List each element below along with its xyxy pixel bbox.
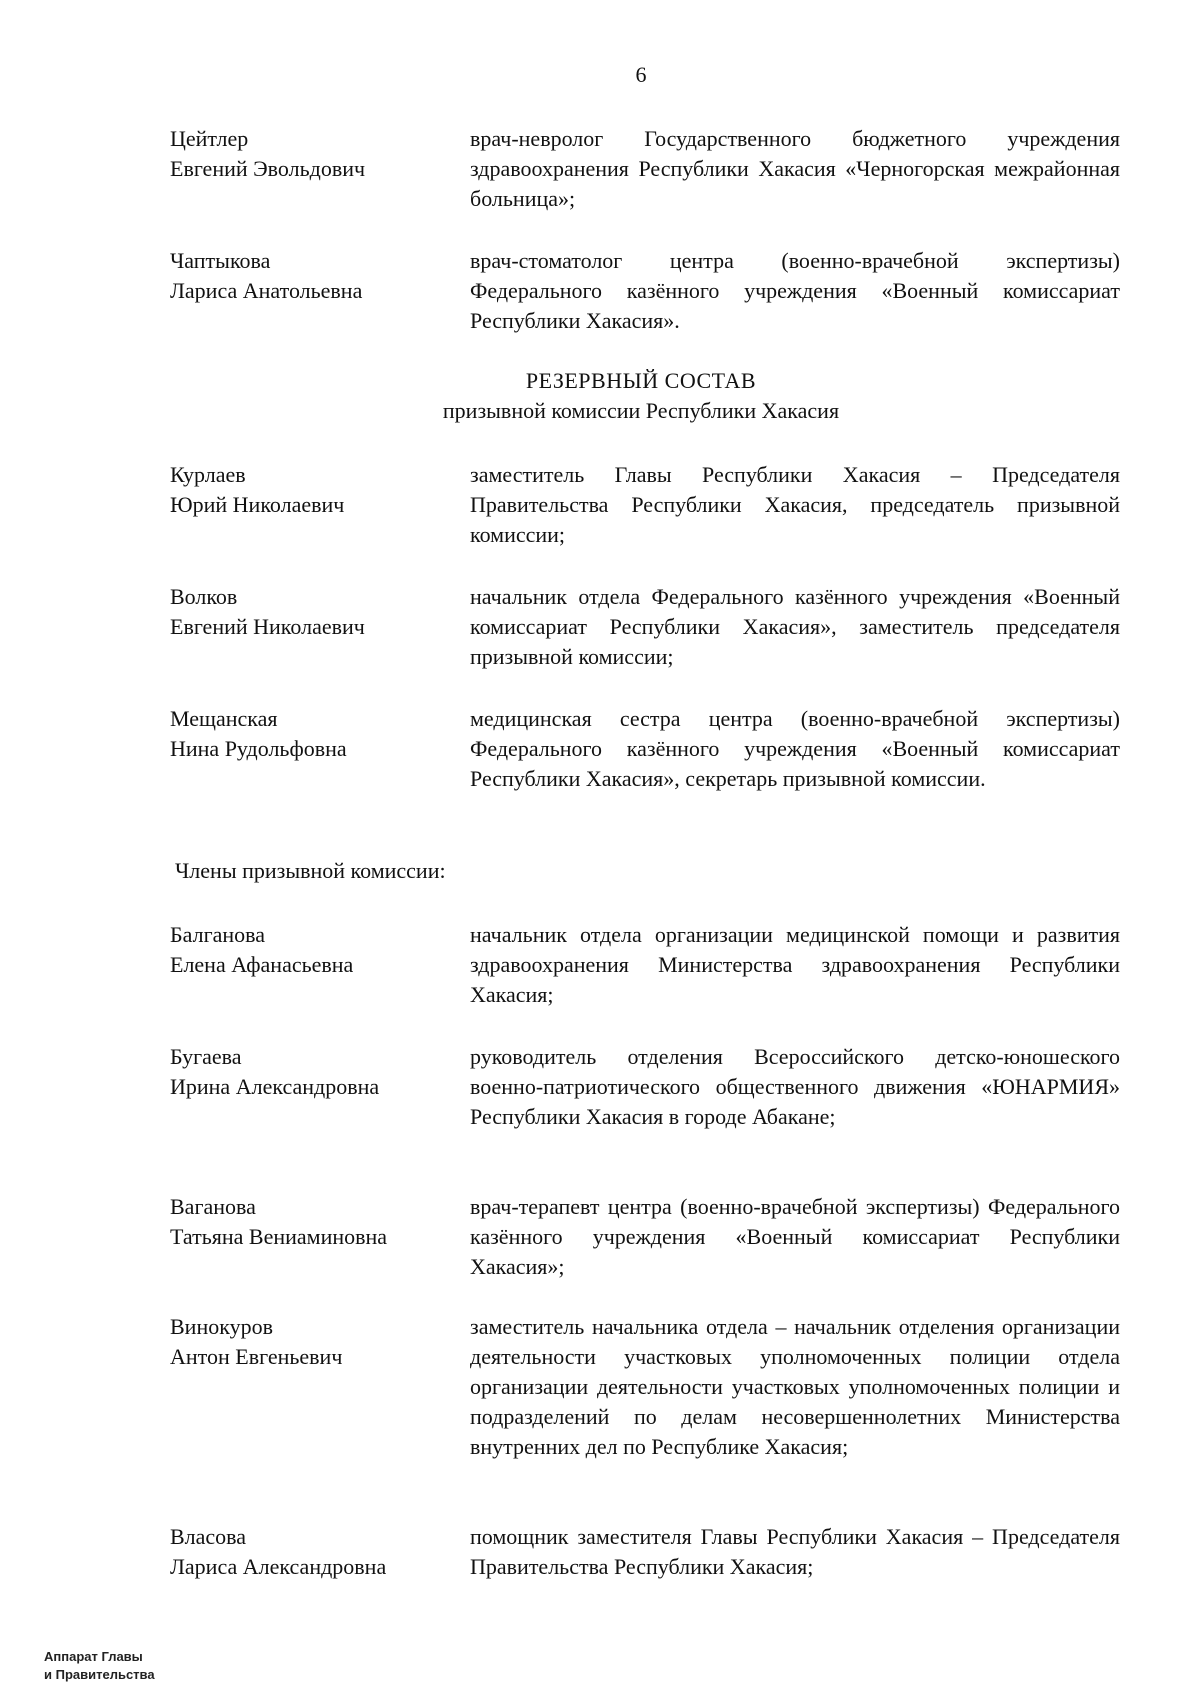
given-name: Юрий Николаевич xyxy=(170,492,345,517)
position-text: начальник отдела организации медицинской помощи и развития здравоохранения Министерства здравоохранения Республики Хакасия; xyxy=(470,922,1120,1007)
given-name: Лариса Анатольевна xyxy=(170,278,363,303)
position-text: заместитель Главы Республики Хакасия – Председателя Правительства Республики Хакасия, председатель призывной комиссии; xyxy=(470,462,1120,547)
given-name: Евгений Николаевич xyxy=(170,614,365,639)
person-name xyxy=(170,460,460,520)
person-name xyxy=(170,1312,460,1372)
position-text: помощник заместителя Главы Республики Хакасия – Председателя Правительства Республики Хакасия; xyxy=(470,1524,1120,1579)
given-name: Лариса Александровна xyxy=(170,1554,387,1579)
given-name: Антон Евгеньевич xyxy=(170,1344,343,1369)
page-number: 6 xyxy=(635,62,647,87)
position-text: врач-невролог Государственного бюджетного учреждения здравоохранения Республики Хакасия «Черногорская межрайонная больница»; xyxy=(470,126,1120,211)
surname: Винокуров xyxy=(170,1314,273,1339)
surname: Мещанская xyxy=(170,706,278,731)
surname: Ваганова xyxy=(170,1194,256,1219)
given-name: Нина Рудольфовна xyxy=(170,736,347,761)
position-text: начальник отдела Федерального казённого учреждения «Военный комиссариат Республики Хакасия», заместитель председателя призывной комиссии; xyxy=(470,584,1120,669)
section-subtitle: призывной комиссии Республики Хакасия xyxy=(442,398,840,423)
person-name xyxy=(170,704,460,764)
person-name xyxy=(170,920,460,980)
surname: Бугаева xyxy=(170,1044,242,1069)
position-text: врач-стоматолог центра (военно-врачебной экспертизы) Федерального казённого учреждения «Военный комиссариат Республики Хакасия». xyxy=(470,248,1120,333)
stamp-line: Аппарат Главы xyxy=(44,1649,143,1664)
position-text: врач-терапевт центра (военно-врачебной экспертизы) Федерального казённого учреждения «Военный комиссариат Республики Хакасия»; xyxy=(470,1194,1120,1279)
given-name: Елена Афанасьевна xyxy=(170,952,354,977)
position-text: заместитель начальника отдела – начальник отделения организации деятельности участковых уполномоченных полиции отдела организации деятельности участковых уполномоченных полиции и подразделений по делам несовершеннолетних Министерства внутренних дел по Республике Хакасия; xyxy=(470,1314,1120,1459)
section-title: РЕЗЕРВНЫЙ СОСТАВ xyxy=(525,368,757,393)
given-name: Евгений Эвольдович xyxy=(170,156,366,181)
surname: Курлаев xyxy=(170,462,246,487)
surname: Власова xyxy=(170,1524,247,1549)
stamp-line: и Правительства xyxy=(44,1667,155,1682)
given-name: Татьяна Вениаминовна xyxy=(170,1224,388,1249)
surname: Цейтлер xyxy=(170,126,249,151)
surname: Волков xyxy=(170,584,238,609)
person-name xyxy=(170,1192,460,1252)
person-name xyxy=(170,1042,460,1102)
surname: Чаптыкова xyxy=(170,248,271,273)
person-name xyxy=(170,246,460,306)
position-text: медицинская сестра центра (военно-врачебной экспертизы) Федерального казённого учреждения «Военный комиссариат Республики Хакасия», секретарь призывной комиссии. xyxy=(470,706,1120,791)
office-stamp xyxy=(44,1648,155,1684)
person-name xyxy=(170,124,460,184)
surname: Балганова xyxy=(170,922,265,947)
given-name: Ирина Александровна xyxy=(170,1074,380,1099)
position-text: руководитель отделения Всероссийского детско-юношеского военно-патриотического общественного движения «ЮНАРМИЯ» Республики Хакасия в городе Абакане; xyxy=(470,1044,1120,1129)
person-name xyxy=(170,582,460,642)
person-name xyxy=(170,1522,460,1582)
members-label: Члены призывной комиссии: xyxy=(175,858,446,883)
